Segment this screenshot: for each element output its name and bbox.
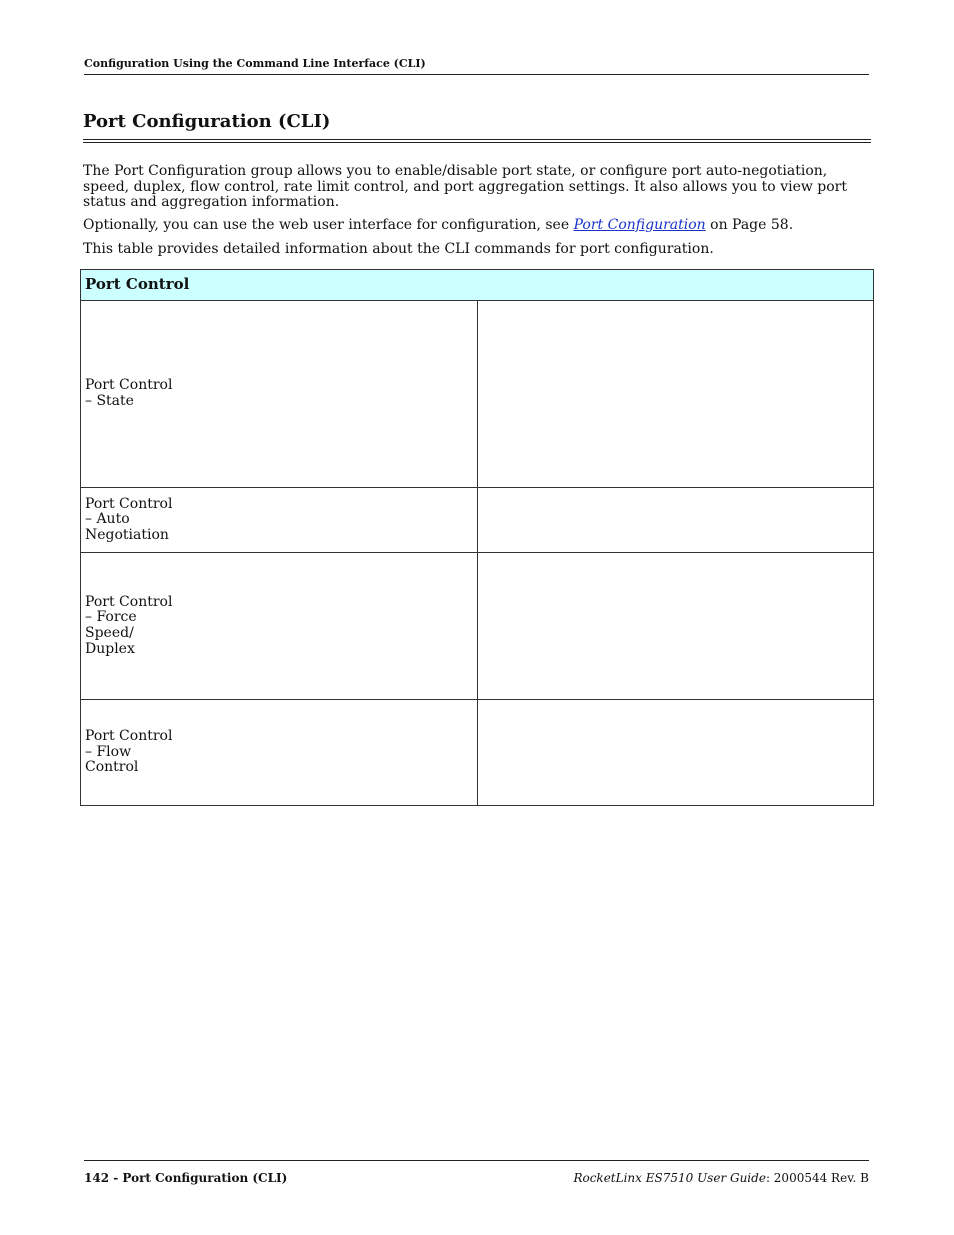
table-header-cell: Port Control — [81, 270, 874, 301]
row-label-line: Port Control — [85, 495, 173, 512]
row-label — [81, 553, 478, 700]
table-intro-paragraph: This table provides detailed information about the CLI commands for port configuration. — [83, 241, 714, 257]
table-row — [81, 488, 874, 553]
port-configuration-link[interactable]: Port Configuration — [573, 217, 706, 233]
row-label-line: Speed/ — [85, 625, 134, 641]
row-label-line: Port Control — [85, 593, 173, 610]
row-label-line: Duplex — [85, 640, 135, 657]
optional-suffix: on Page 58. — [705, 217, 794, 233]
running-header: Configuration Using the Command Line Interface (CLI) — [84, 56, 869, 75]
row-description — [477, 553, 874, 700]
running-footer — [84, 1160, 869, 1186]
row-label-line: Negotiation — [85, 526, 169, 543]
footer-doc-info — [573, 1170, 869, 1186]
row-description — [477, 488, 874, 553]
row-description — [477, 301, 874, 488]
footer-doc-number: : 2000544 Rev. B — [765, 1171, 869, 1185]
footer-page-label: 142 - Port Configuration (CLI) — [84, 1171, 288, 1185]
section-title: Port Configuration (CLI) — [83, 110, 871, 143]
table-header-row — [81, 270, 874, 301]
optional-prefix: Optionally, you can use the web user interface for configuration, see — [83, 217, 574, 233]
optional-paragraph — [83, 218, 873, 234]
cli-command-table — [80, 269, 874, 806]
intro-paragraph: The Port Configuration group allows you to enable/disable port state, or configure port auto-negotiation, speed, duplex, flow control, rate limit control, and port aggregation settings. It also allows you to view port status and aggregation information. — [83, 163, 848, 210]
row-label-line: – State — [85, 393, 134, 409]
table-row — [81, 553, 874, 700]
table-row — [81, 301, 874, 488]
row-label — [81, 700, 478, 806]
row-label-line: Port Control — [85, 377, 173, 394]
row-label-line: – Flow — [85, 743, 132, 760]
row-label-line: – Force — [85, 609, 137, 626]
row-label-line: Control — [85, 759, 139, 776]
row-label-line: – Auto — [85, 511, 130, 528]
row-label-line: Port Control — [85, 728, 173, 745]
row-description — [477, 700, 874, 806]
row-label — [81, 488, 478, 553]
footer-product: RocketLinx ES7510 User Guide — [573, 1171, 766, 1185]
table-row — [81, 700, 874, 806]
row-label — [81, 301, 478, 488]
